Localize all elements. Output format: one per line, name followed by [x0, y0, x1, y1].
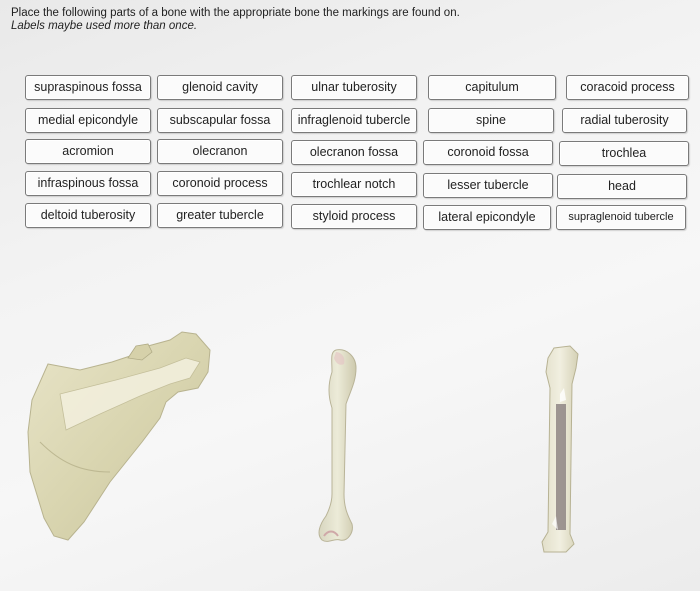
instruction-note: Labels maybe used more than once. [11, 20, 198, 32]
label-greater-tubercle[interactable]: greater tubercle [157, 203, 283, 228]
label-styloid-process[interactable]: styloid process [291, 204, 417, 229]
label-olecranon[interactable]: olecranon [157, 139, 283, 164]
label-spine[interactable]: spine [428, 108, 554, 133]
label-coronoid-fossa[interactable]: coronoid fossa [423, 140, 553, 165]
label-trochlea[interactable]: trochlea [559, 141, 689, 166]
label-infraspinous-fossa[interactable]: infraspinous fossa [25, 171, 151, 196]
label-subscapular-fossa[interactable]: subscapular fossa [157, 108, 283, 133]
label-supraspinous-fossa[interactable]: supraspinous fossa [25, 75, 151, 100]
label-supraglenoid-tubercle[interactable]: supraglenoid tubercle [556, 205, 686, 230]
label-glenoid-cavity[interactable]: glenoid cavity [157, 75, 283, 100]
ulna-icon [536, 344, 586, 554]
label-capitulum[interactable]: capitulum [428, 75, 556, 100]
label-coracoid-process[interactable]: coracoid process [566, 75, 689, 100]
scapula-icon [20, 322, 215, 547]
label-head[interactable]: head [557, 174, 687, 199]
label-infraglenoid-tubercle[interactable]: infraglenoid tubercle [291, 108, 417, 133]
label-radial-tuberosity[interactable]: radial tuberosity [562, 108, 687, 133]
instruction-text: Place the following parts of a bone with the appropriate bone the markings are found on. [11, 7, 460, 19]
label-acromion[interactable]: acromion [25, 139, 151, 164]
label-lesser-tubercle[interactable]: lesser tubercle [423, 173, 553, 198]
label-trochlear-notch[interactable]: trochlear notch [291, 172, 417, 197]
humerus-image[interactable] [306, 344, 366, 550]
label-lateral-epicondyle[interactable]: lateral epicondyle [423, 205, 551, 230]
humerus-icon [306, 344, 366, 550]
label-medial-epicondyle[interactable]: medial epicondyle [25, 108, 151, 133]
label-deltoid-tuberosity[interactable]: deltoid tuberosity [25, 203, 151, 228]
scapula-image[interactable] [20, 322, 215, 547]
label-ulnar-tuberosity[interactable]: ulnar tuberosity [291, 75, 417, 100]
ulna-image[interactable] [536, 344, 586, 554]
label-coronoid-process[interactable]: coronoid process [157, 171, 283, 196]
label-olecranon-fossa[interactable]: olecranon fossa [291, 140, 417, 165]
label-bank [0, 0, 700, 240]
